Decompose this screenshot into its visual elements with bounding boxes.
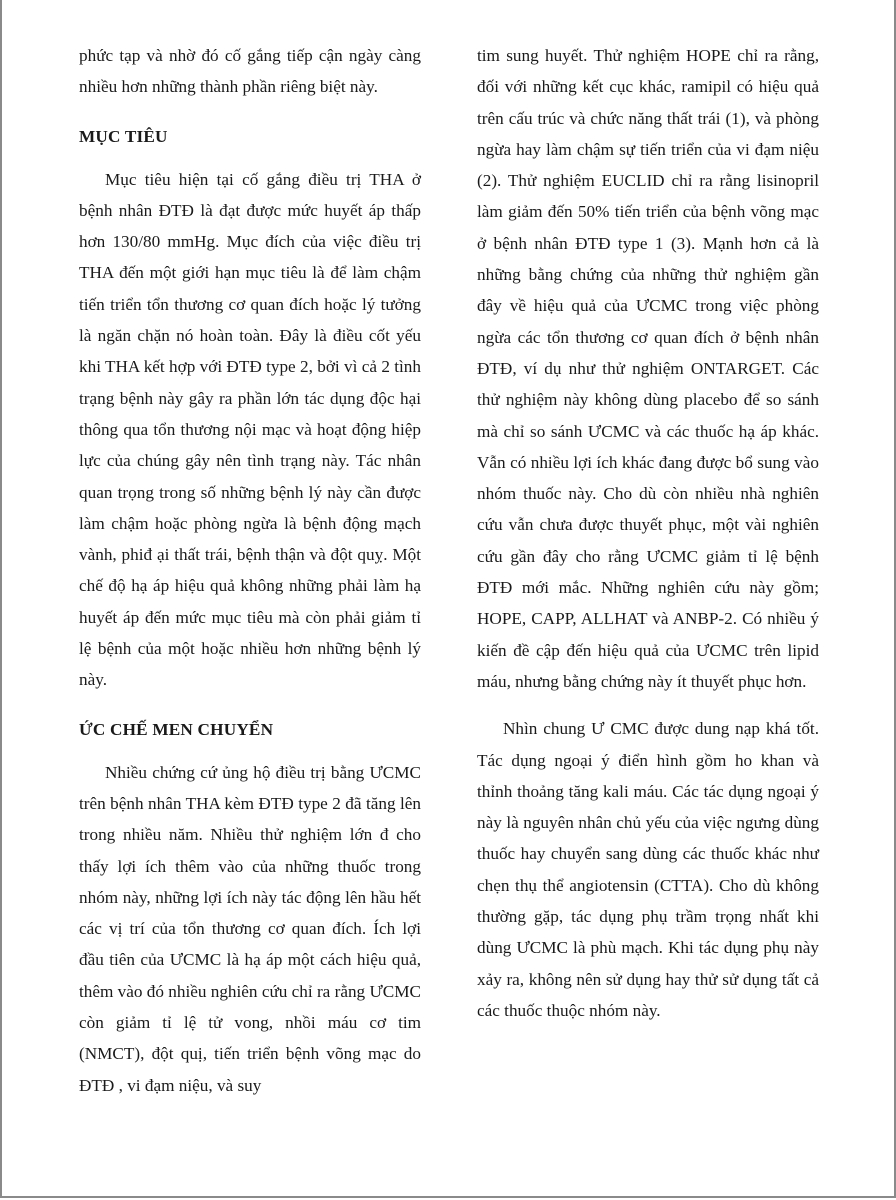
uc-che-men-chuyen-paragraph: Nhiều chứng cứ ủng hộ điều trị bằng ƯCMC trên bệnh nhân THA kèm ĐTĐ type 2 đã tăng lên trong nhiều năm. Nhiều thử nghiệm lớn đ cho thấy lợi ích thêm vào của những thuốc trong nhóm này, những lợi ích này tác động lên hầu hết các vị trí của tổn thương cơ quan đích. Ích lợi đầu tiên của ƯCMC là hạ áp một cách hiệu quả, thêm vào đó nhiều nghiên cứu chỉ ra rằng ƯCMC còn giảm tỉ lệ tử vong, nhồi máu cơ tim (NMCT), đột quị, tiến triển bệnh võng mạc do ĐTĐ , vi đạm niệu, và suy [79,762,421,1095]
left-column [79,40,421,1101]
section-heading-uc-che-men-chuyen: ỨC CHẾ MEN CHUYỂN [79,719,274,739]
clinical-trials-paragraph: tim sung huyết. Thử nghiệm HOPE chỉ ra rằng, đối với những kết cục khác, ramipil có hiệu quả trên cấu trúc và chức năng thất trái (1), và phòng ngừa hay làm chậm sự tiến triển của vi đạm niệu (2). Thử nghiệm EUCLID chỉ ra rằng lisinopril làm giảm đến 50% tiến triển của bệnh võng mạc ở bệnh nhân ĐTĐ type 1 (3). Mạnh hơn cả là những bằng chứng của những thử nghiệm gần đây về hiệu quả của ƯCMC trong việc phòng ngừa các tổn thương cơ quan đích ở bệnh nhân ĐTĐ, ví dụ như thử nghiệm ONTARGET. Các thử nghiệm này không dùng placebo để so sánh mà chỉ so sánh ƯCMC và các thuốc hạ áp khác. Vẫn có nhiều lợi ích khác đang được bổ sung vào nhóm thuốc này. Cho dù còn nhiều nhà nghiên cứu vẫn chưa được thuyết phục, một vài nghiên cứu gần đây cho rằng ƯCMC giảm tỉ lệ bệnh ĐTĐ mới mắc. Những nghiên cứu này gồm; HOPE, CAPP, ALLHAT và ANBP-2. Có nhiều ý kiến đề cập đến hiệu quả của ƯCMC trên lipid máu, nhưng bằng chứng này ít thuyết phục hơn. [477,46,819,691]
side-effects-paragraph: Nhìn chung Ư CMC được dung nạp khá tốt. Tác dụng ngoại ý điển hình gồm ho khan và thỉnh thoảng tăng kali máu. Các tác dụng ngoại ý này là nguyên nhân chủ yếu của việc ngưng dùng thuốc hay chuyển sang dùng các thuốc khác như chẹn thụ thể angiotensin (CTTA). Cho dù không thường gặp, tác dụng phụ trầm trọng nhất khi dùng ƯCMC là phù mạch. Khi tác dụng phụ này xảy ra, không nên sử dụng hay thử sử dụng tất cả các thuốc thuộc nhóm này. [477,719,819,1020]
section-heading-muc-tieu: MỤC TIÊU [79,126,168,146]
muc-tieu-paragraph: Mục tiêu hiện tại cố gắng điều trị THA ở bệnh nhân ĐTĐ là đạt được mức huyết áp thấp hơn 130/80 mmHg. Mục đích của việc điều trị THA đến một giới hạn mục tiêu là để làm chậm tiến triển tổn thương cơ quan đích hoặc lý tưởng là ngăn chặn nó hoàn toàn. Đây là điều cốt yếu khi THA kết hợp với ĐTĐ type 2, bởi vì cả 2 tình trạng bệnh này gây ra phần lớn tác dụng độc hại thông qua tổn thương nội mạc và hoạt động hiệp lực của chúng gây nên tình trạng này. Tác nhân quan trọng trong số những bệnh lý này cần được làm chậm hoặc phòng ngừa là bệnh động mạch vành, phiđ ại thất trái, bệnh thận và đột quỵ. Một chế độ hạ áp hiệu quả không những phải làm hạ huyết áp đến mức mục tiêu mà còn phải giảm tỉ lệ bệnh của một hoặc nhiều hơn những bệnh lý này. [79,169,421,690]
intro-continuation-paragraph: phức tạp và nhờ đó cố gắng tiếp cận ngày càng nhiều hơn những thành phần riêng biệt này. [79,46,421,97]
right-column [477,40,819,1026]
